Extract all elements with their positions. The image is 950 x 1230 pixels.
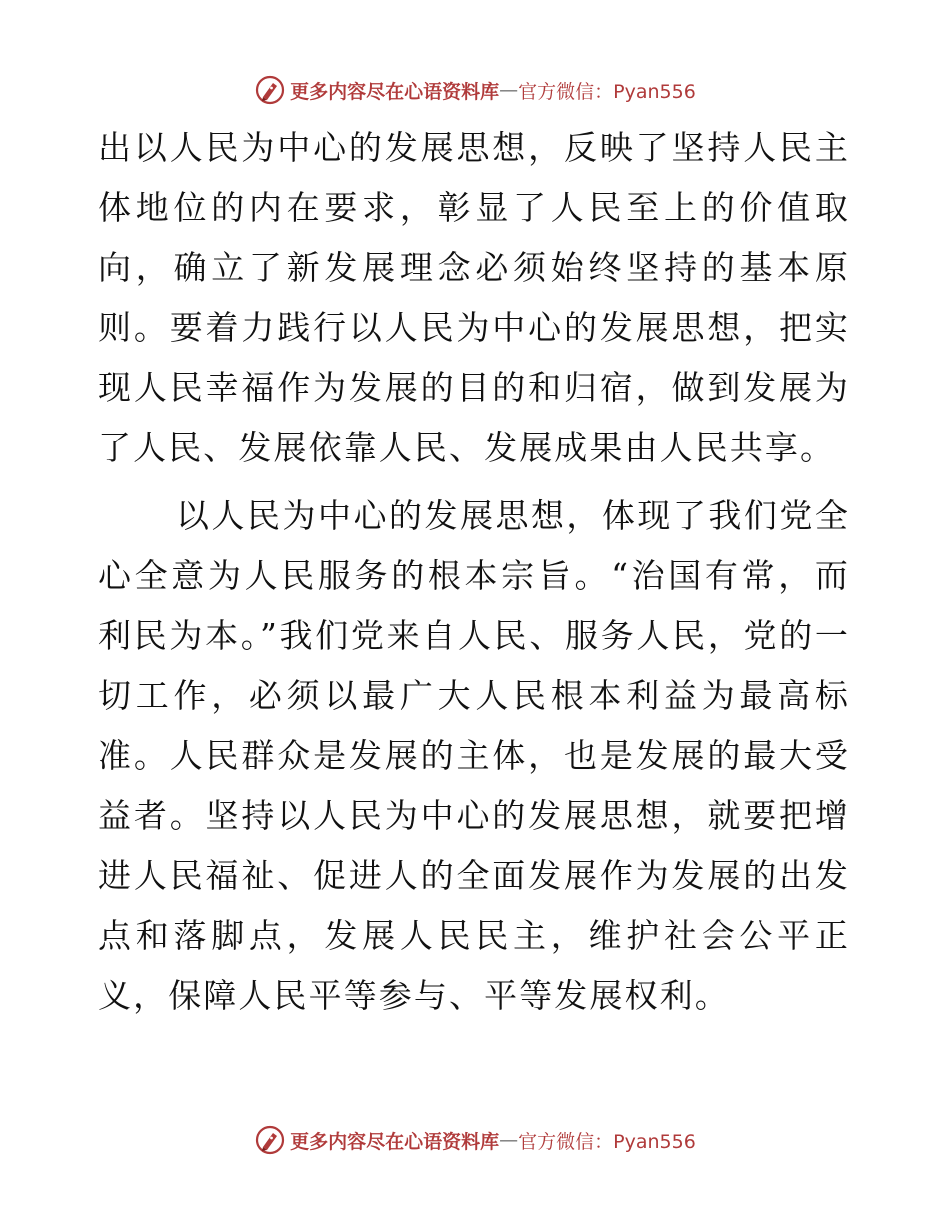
body-paragraph-1: 出以人民为中心的发展思想，反映了坚持人民主体地位的内在要求，彰显了人民至上的价值取向，确立了新发展理念必须始终坚持的基本原则。要着力践行以人民为中心的发展思想，把实现人民幸福作为发展的目的和归宿，做到发展为了人民、发展依靠人民、发展成果由人民共享。 [98, 128, 850, 467]
footer-banner [0, 1120, 950, 1160]
header-wechat-text: 官方微信：Pyan556 [518, 80, 696, 103]
header-separator: — [499, 79, 519, 101]
header-banner [0, 70, 950, 110]
body-paragraph-2: 以人民为中心的发展思想，体现了我们党全心全意为人民服务的根本宗旨。“治国有常，而利民为本。”我们党来自人民、服务人民，党的一切工作，必须以最广大人民根本利益为最高标准。人民群众是发展的主体，也是发展的最大受益者。坚持以人民为中心的发展思想，就要把增进人民福祉、促进人的全面发展作为发展的出发点和落脚点，发展人民民主，维护社会公平正义，保障人民平等参与、平等发展权利。 [98, 496, 850, 1015]
footer-site-text: 更多内容尽在心语资料库 [290, 1130, 500, 1153]
pen-nib-logo-icon [254, 74, 286, 106]
document-body [98, 118, 850, 1034]
pen-nib-logo-icon [254, 1124, 286, 1156]
header-site-text: 更多内容尽在心语资料库 [290, 80, 500, 103]
footer-wechat-text: 官方微信：Pyan556 [518, 1130, 696, 1153]
footer-separator: — [499, 1129, 519, 1151]
